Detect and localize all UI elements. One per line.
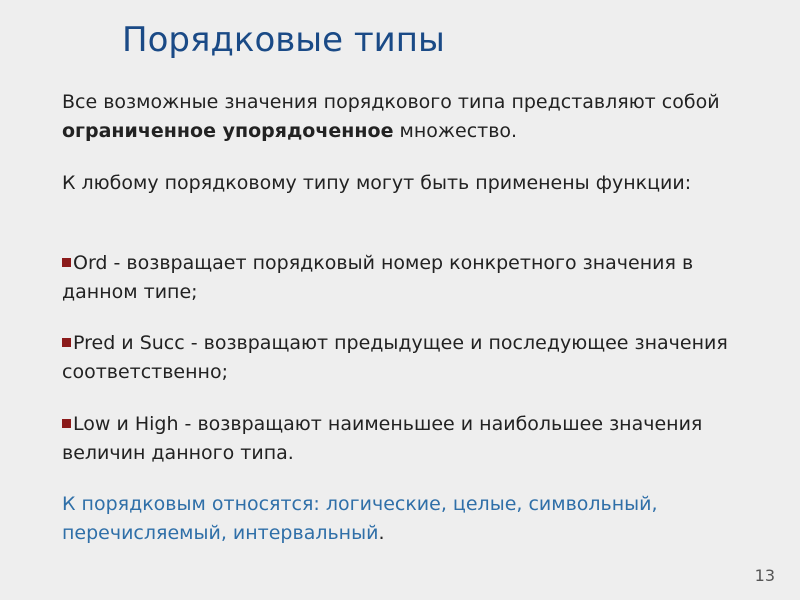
paragraph-ordinal-definition [62, 88, 762, 146]
bullet-text: Pred и Succ - возвращают предыдущее и последующее значения соответственно; [62, 332, 728, 383]
paragraph-functions-intro: К любому порядковому типу могут быть применены функции: [62, 172, 692, 194]
paragraph-text: Все возможные значения порядкового типа представляют собой [62, 91, 720, 113]
paragraph-text-end: множество. [393, 120, 518, 142]
highlight-text: К порядковым относятся: логические, целые, символьный, перечисляемый, интервальный [62, 493, 658, 544]
square-bullet-icon [62, 419, 71, 428]
bullet-item-low-high [62, 410, 762, 468]
square-bullet-icon [62, 338, 71, 347]
slide-title: Порядковые типы [122, 20, 445, 60]
bullet-item-pred-succ [62, 329, 762, 387]
bullet-text: Ord - возвращает порядковый номер конкретного значения в данном типе; [62, 252, 694, 303]
bullet-item-ord [62, 249, 762, 307]
bullet-text: Low и High - возвращают наименьшее и наибольшее значения величин данного типа. [62, 413, 703, 464]
page-number: 13 [754, 566, 775, 585]
bold-text: ограниченное упорядоченное [62, 120, 394, 142]
paragraph-ordinal-types-list [62, 490, 762, 548]
period-text: . [378, 522, 385, 544]
square-bullet-icon [62, 258, 71, 267]
